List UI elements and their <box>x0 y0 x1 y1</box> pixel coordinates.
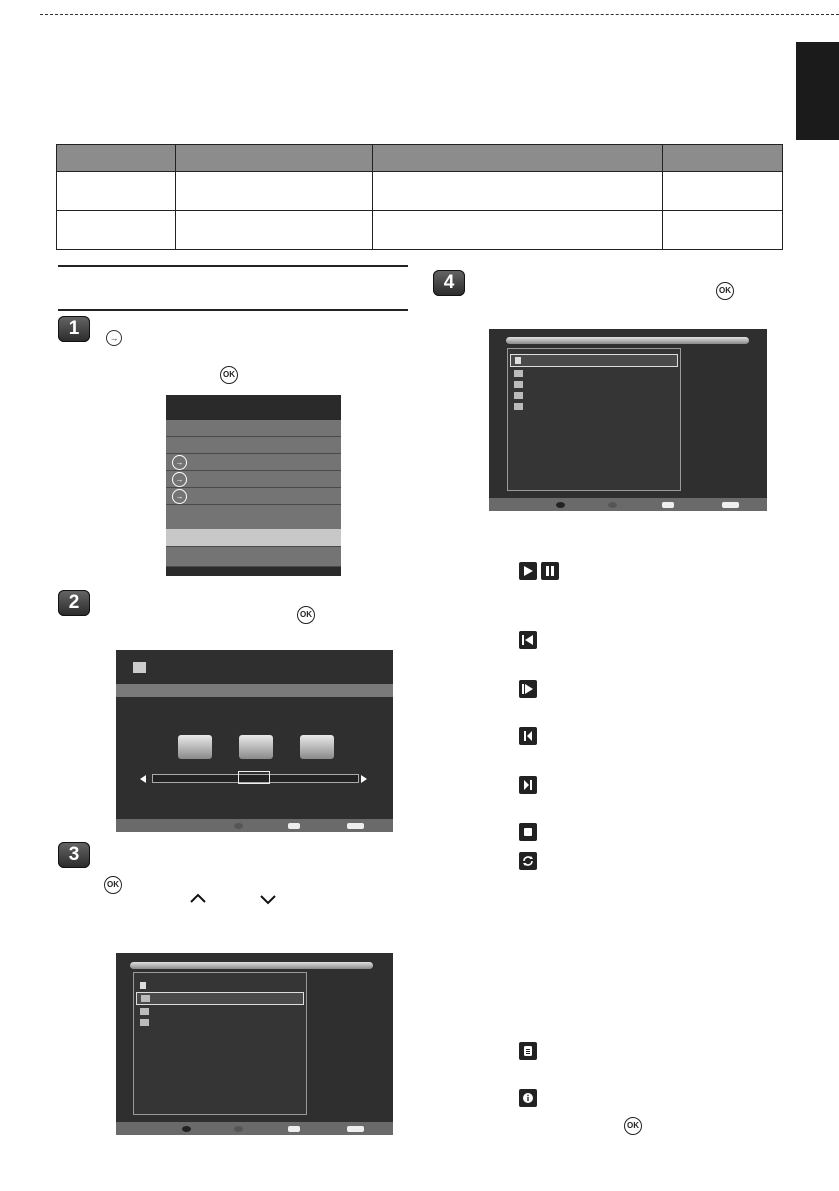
nav-key-icon <box>234 1126 243 1132</box>
input-source-icon: → <box>172 455 187 470</box>
play-pause-icon <box>519 562 559 580</box>
pause-icon <box>541 562 559 580</box>
list-item <box>510 390 676 401</box>
browser-title-bar <box>506 337 749 344</box>
table-row <box>57 211 783 250</box>
music-file-icon <box>514 381 523 388</box>
media-menu-bar <box>116 684 393 697</box>
step-badge-3: 3 <box>58 842 90 868</box>
ok-button-icon: OK <box>624 1117 642 1135</box>
rewind-icon <box>519 631 537 649</box>
key-hint-icon <box>347 1126 364 1132</box>
browser-footer <box>489 498 767 511</box>
key-hint-icon <box>288 1126 300 1132</box>
source-menu-row <box>166 454 341 471</box>
table-header-row <box>57 145 783 172</box>
music-file-icon <box>514 403 523 410</box>
source-menu-row <box>166 471 341 488</box>
folder-browser-screen <box>116 953 393 1135</box>
input-source-icon: → <box>172 489 187 504</box>
chevron-up-icon <box>189 891 207 909</box>
browser-footer <box>116 1122 393 1135</box>
file-browser-screen <box>489 329 767 511</box>
list-item <box>510 368 676 379</box>
fast-forward-icon <box>519 680 537 698</box>
media-menu-footer <box>116 819 393 832</box>
table-cell <box>663 211 783 250</box>
ok-button-icon: OK <box>220 366 238 384</box>
playlist-icon <box>519 1042 537 1060</box>
language-tab <box>796 42 839 140</box>
step-badge-2: 2 <box>58 590 90 616</box>
color-key-icon <box>182 1126 191 1132</box>
movie-icon <box>300 735 334 759</box>
key-hint-icon <box>662 502 674 508</box>
step-badge-1: 1 <box>58 316 90 342</box>
media-selector-box <box>238 771 270 784</box>
usb-icon <box>133 662 146 673</box>
source-menu-row-selected <box>166 529 341 547</box>
color-key-icon <box>556 502 565 508</box>
info-icon <box>519 1089 537 1107</box>
folder-icon <box>140 1019 149 1026</box>
page-top-rule <box>40 14 839 15</box>
section-rule-bottom <box>58 309 408 311</box>
folder-icon <box>140 1008 149 1015</box>
ok-button-icon: OK <box>297 606 315 624</box>
source-menu-screen <box>166 395 341 576</box>
table-header-cell <box>663 145 783 172</box>
input-source-icon: → <box>106 330 122 346</box>
table-cell <box>176 172 373 211</box>
source-menu-row <box>166 420 341 437</box>
music-file-icon <box>514 392 523 399</box>
source-menu-row <box>166 488 341 505</box>
chevron-down-icon <box>259 893 277 911</box>
play-icon <box>519 562 537 580</box>
stop-icon <box>519 823 537 841</box>
list-item-back <box>136 980 302 991</box>
table-cell <box>176 211 373 250</box>
next-icon <box>519 776 537 794</box>
key-hint-icon <box>722 502 739 508</box>
source-menu-row <box>166 547 341 567</box>
section-rule-top <box>58 265 408 267</box>
repeat-icon <box>519 852 537 870</box>
table-header-cell <box>373 145 663 172</box>
table-cell <box>57 211 176 250</box>
browser-file-list <box>507 348 681 491</box>
nav-key-icon <box>234 823 243 829</box>
browser-file-list <box>133 972 307 1115</box>
previous-icon <box>519 727 537 745</box>
table-cell <box>663 172 783 211</box>
source-menu-row <box>166 437 341 454</box>
list-item-selected <box>510 354 678 367</box>
table-header-cell <box>57 145 176 172</box>
spec-table <box>56 144 783 250</box>
arrow-left-icon <box>140 775 146 783</box>
table-cell <box>57 172 176 211</box>
ok-button-icon: OK <box>716 282 734 300</box>
list-item <box>136 1017 302 1028</box>
table-cell <box>373 211 663 250</box>
back-icon <box>515 357 521 364</box>
browser-title-bar <box>130 962 373 969</box>
table-cell <box>373 172 663 211</box>
music-icon <box>239 735 273 759</box>
folder-icon <box>514 370 523 377</box>
arrow-right-icon <box>361 775 367 783</box>
table-row <box>57 172 783 211</box>
nav-key-icon <box>608 502 617 508</box>
list-item <box>510 401 676 412</box>
table-header-cell <box>176 145 373 172</box>
list-item <box>510 379 676 390</box>
photo-icon <box>178 735 212 759</box>
ok-button-icon: OK <box>104 876 122 894</box>
media-menu-screen <box>116 650 393 832</box>
input-source-icon: → <box>172 472 187 487</box>
key-hint-icon <box>288 823 300 829</box>
step-badge-4: 4 <box>433 270 465 296</box>
list-item-selected <box>136 992 304 1005</box>
source-menu-row <box>166 513 341 530</box>
key-hint-icon <box>347 823 364 829</box>
folder-icon <box>141 995 150 1002</box>
back-icon <box>140 982 146 989</box>
list-item <box>136 1006 302 1017</box>
